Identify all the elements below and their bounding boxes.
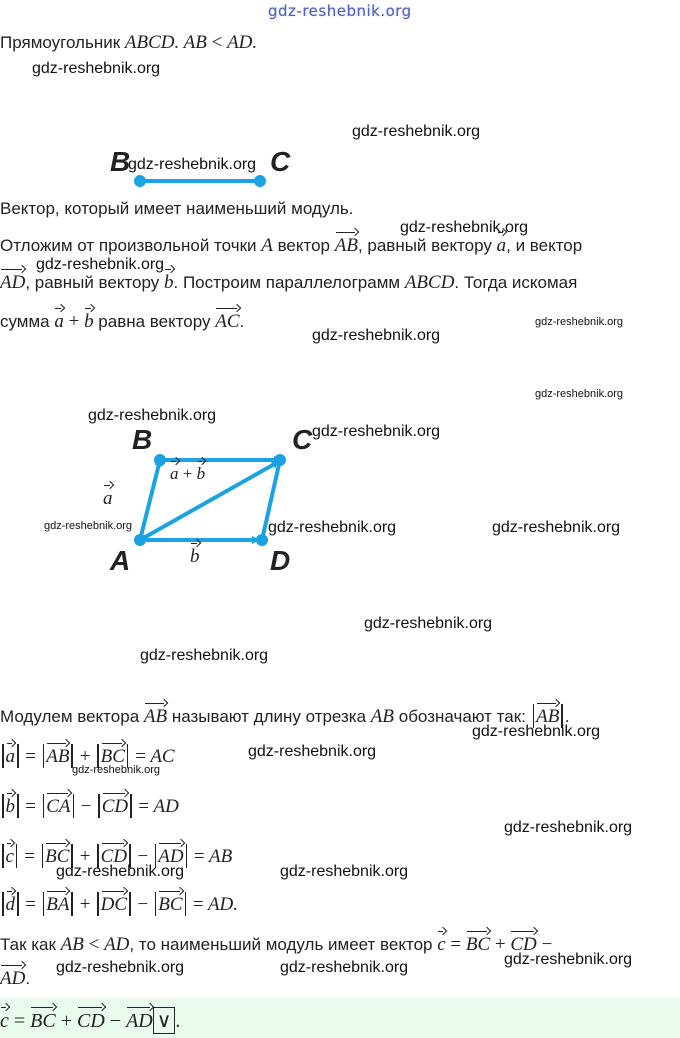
vector-ac: AC (215, 305, 239, 333)
para-line-3: сумма a + b равна вектору AC. (0, 305, 244, 333)
watermark: gdz-reshebnik.org (504, 819, 633, 836)
watermark: gdz-reshebnik.org (364, 615, 493, 632)
watermark: gdz-reshebnik.org (400, 219, 529, 236)
intro-text: Прямоугольник (0, 33, 125, 52)
point-a-dot (134, 534, 146, 546)
label-c: C (292, 424, 313, 455)
watermark: gdz-reshebnik.org (36, 256, 165, 273)
vector-b: b (84, 305, 94, 333)
para-text: , равный вектору (357, 236, 497, 255)
intro-shape: ABCD (124, 32, 175, 53)
para-text: Отложим от произвольной точки (0, 236, 262, 255)
watermark: gdz-reshebnik.org (352, 123, 481, 140)
answer-line: c = BC + CD − AD ∨ . (0, 1004, 180, 1034)
watermark: gdz-reshebnik.org (140, 647, 269, 664)
watermark: gdz-reshebnik.org (535, 316, 624, 328)
vector-ab: AB (144, 700, 167, 728)
watermark: gdz-reshebnik.org (88, 407, 217, 424)
label-b: B (132, 424, 153, 455)
watermark: gdz-reshebnik.org (248, 743, 377, 760)
watermark: gdz-reshebnik.org (472, 723, 601, 740)
label-sum: a + b (170, 458, 205, 484)
watermark: gdz-reshebnik.org (312, 327, 441, 344)
check-mark-icon: ∨ (153, 1007, 176, 1034)
vector-c: c (437, 928, 445, 956)
watermark: gdz-reshebnik.org (128, 156, 257, 173)
point-d-dot (256, 534, 268, 546)
segment-point-b (134, 175, 146, 187)
modulus-definition: Модулем вектора AB называют длину отрезка AB обозначают так: AB . (0, 700, 570, 728)
label-a: A (110, 545, 131, 576)
para-text: равна вектору (93, 312, 216, 331)
watermark: gdz-reshebnik.org (56, 863, 185, 880)
equation-2: b = CA − CD = AD (0, 790, 179, 818)
para-text: , и вектор (506, 236, 583, 255)
conclusion-line-2: AD. (0, 962, 30, 990)
watermark: gdz-reshebnik.org (268, 519, 397, 536)
header-watermark: gdz-reshebnik.org (268, 2, 412, 20)
para-text: сумма (0, 312, 55, 331)
para-text: . Построим параллелограмм (173, 273, 405, 292)
watermark: gdz-reshebnik.org (312, 423, 441, 440)
point-b-dot (154, 454, 166, 466)
watermark: gdz-reshebnik.org (32, 60, 161, 77)
label-vec-b: b (190, 540, 200, 568)
intro-cond-a: AB (183, 32, 207, 53)
para-text: . Тогда искомая (454, 273, 578, 292)
arrow-ab (140, 460, 160, 540)
segment-label-c: C (270, 146, 291, 177)
segment-label-b: B (110, 146, 131, 177)
conclusion-line-1: Так как AB < AD, то наименьший модуль имеет вектор c = BC + CD − (0, 928, 552, 956)
intro-cond-b: AD (227, 32, 253, 53)
equation-1: a = AB + BC = AC (0, 740, 175, 768)
watermark: gdz-reshebnik.org (72, 764, 161, 776)
label-d: D (270, 545, 291, 576)
watermark: gdz-reshebnik.org (280, 863, 409, 880)
point-c-dot (274, 454, 286, 466)
para-text: вектор (272, 236, 335, 255)
watermark: gdz-reshebnik.org (504, 951, 633, 968)
segment-ab: AB (370, 706, 395, 727)
para-text: , равный вектору (25, 273, 165, 292)
shape-abcd: ABCD (404, 272, 455, 293)
plus-sign: + (68, 311, 80, 332)
vector-ad: AD (0, 266, 25, 294)
watermark: gdz-reshebnik.org (280, 959, 409, 976)
watermark: gdz-reshebnik.org (492, 519, 621, 536)
abs-vector-ab: AB (536, 700, 559, 728)
segment-point-c (254, 175, 266, 187)
arrow-ac (140, 462, 278, 540)
label-vec-a: a (103, 482, 113, 510)
intro-line: Прямоугольник ABCD. AB < AD. (0, 32, 258, 53)
intro-lt: < (211, 32, 223, 53)
vector-b: b (164, 266, 174, 294)
min-vector-sentence: Вектор, который имеет наименьший модуль. (0, 199, 354, 218)
vector-a: a (497, 229, 507, 257)
watermark: gdz-reshebnik.org (44, 520, 133, 532)
equation-3: c = BC + CD − AD = AB (0, 840, 232, 868)
point-a: A (261, 235, 273, 256)
watermark: gdz-reshebnik.org (56, 959, 185, 976)
vector-a: a (54, 305, 64, 333)
equation-4: d = BA + DC − BC = AD. (0, 888, 238, 916)
vector-ab: AB (335, 229, 358, 257)
watermark: gdz-reshebnik.org (535, 388, 624, 400)
